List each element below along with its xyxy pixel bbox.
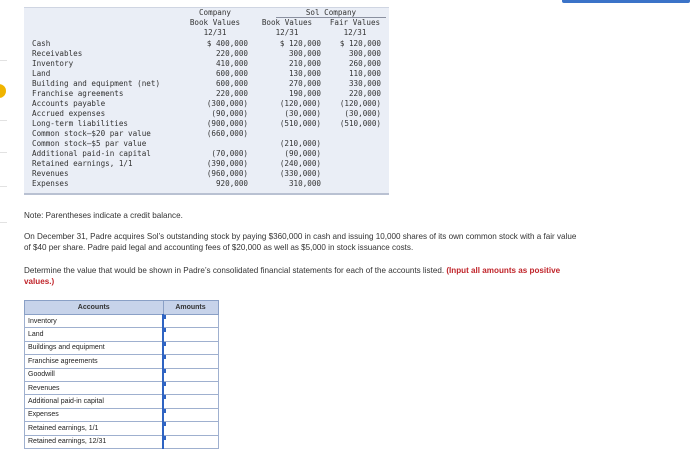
instruction-text: Determine the value that would be shown in Padre’s consolidated financial statements for each of the accounts listed. (Input all amounts as positive values.) <box>24 266 561 286</box>
account-label: Building and equipment (net) <box>32 79 161 88</box>
account-name: Retained earnings, 1/1 <box>25 422 164 435</box>
account-name: Expenses <box>25 408 164 421</box>
answer-row <box>25 381 219 394</box>
account-label: Common stock—$5 par value <box>32 139 147 148</box>
answer-table <box>24 300 219 449</box>
financial-row <box>24 139 389 149</box>
gutter-divider <box>0 186 7 187</box>
sol-fair-header: Fair Values 12/31 <box>329 18 381 37</box>
sol-book-value: (120,000) <box>279 99 321 108</box>
amount-input[interactable] <box>163 368 218 381</box>
sol-book-value: 270,000 <box>288 79 321 88</box>
company-value: (70,000) <box>211 149 248 158</box>
answer-row <box>25 395 219 408</box>
account-label: Retained earnings, 1/1 <box>32 159 133 168</box>
financial-row <box>24 149 389 159</box>
sol-book-value: 190,000 <box>288 89 321 98</box>
account-name: Goodwill <box>25 368 164 381</box>
company-value: 600,000 <box>215 79 248 88</box>
amount-input[interactable] <box>163 422 218 435</box>
account-label: Franchise agreements <box>32 89 124 98</box>
account-label: Receivables <box>32 49 83 58</box>
sol-book-value: (30,000) <box>284 109 321 118</box>
problem-text: On December 31, Padre acquires Sol’s outstanding stock by paying $360,000 in cash and issuing 10,000 shares of its own common stock with a fair value of $40 per share. Padre paid legal and accounting fees of $20,000 as well as $5,000 in stock issuance costs. <box>24 232 577 252</box>
company-column-header: Company Book Values 12/31 <box>189 8 241 37</box>
account-name: Land <box>25 328 164 341</box>
answer-row <box>25 368 219 381</box>
company-value: 220,000 <box>215 49 248 58</box>
account-name: Revenues <box>25 381 164 394</box>
financial-row <box>24 119 389 129</box>
company-value: 600,000 <box>215 69 248 78</box>
sol-fair-value: $ 120,000 <box>339 39 381 48</box>
amount-input[interactable] <box>163 435 218 448</box>
sol-book-value: $ 120,000 <box>279 39 321 48</box>
credit-note: Note: Parentheses indicate a credit balance. <box>24 211 183 220</box>
amount-input[interactable] <box>163 381 218 394</box>
sol-fair-value: 260,000 <box>348 59 381 68</box>
top-action-button[interactable] <box>562 0 690 3</box>
account-label: Long-term liabilities <box>32 119 129 128</box>
answer-row <box>25 435 219 448</box>
company-value: (300,000) <box>206 99 248 108</box>
financial-row <box>24 159 389 169</box>
answer-row <box>25 328 219 341</box>
account-label: Expenses <box>32 179 69 188</box>
account-name: Franchise agreements <box>25 355 164 368</box>
account-label: Accounts payable <box>32 99 106 108</box>
answer-row <box>25 408 219 421</box>
company-value: 920,000 <box>215 179 248 188</box>
financial-row <box>24 169 389 179</box>
account-label: Inventory <box>32 59 74 68</box>
gutter-divider <box>0 222 7 223</box>
account-label: Cash <box>32 39 51 48</box>
account-name: Buildings and equipment <box>25 341 164 354</box>
account-label: Land <box>32 69 51 78</box>
sol-fair-value: 330,000 <box>348 79 381 88</box>
sol-book-value: 310,000 <box>288 179 321 188</box>
sol-book-value: 210,000 <box>288 59 321 68</box>
company-value: (900,000) <box>206 119 248 128</box>
financial-row <box>24 99 389 109</box>
amount-input[interactable] <box>163 315 218 328</box>
account-label: Additional paid-in capital <box>32 149 151 158</box>
account-label: Accrued expenses <box>32 109 106 118</box>
answer-row <box>25 422 219 435</box>
answer-row <box>25 341 219 354</box>
account-name: Additional paid-in capital <box>25 395 164 408</box>
financial-row <box>24 39 389 49</box>
company-value: $ 400,000 <box>206 39 248 48</box>
sol-book-value: 300,000 <box>288 49 321 58</box>
amount-input[interactable] <box>163 328 218 341</box>
financial-row <box>24 179 389 189</box>
financial-row <box>24 89 389 99</box>
company-value: 220,000 <box>215 89 248 98</box>
gutter-divider <box>0 152 7 153</box>
sol-fair-value: (510,000) <box>339 119 381 128</box>
financial-row <box>24 129 389 139</box>
sol-book-header: Book Values 12/31 <box>261 18 313 37</box>
accounts-column-header: Accounts <box>25 301 164 315</box>
company-value: (90,000) <box>211 109 248 118</box>
financial-data-table <box>24 7 389 195</box>
instruction-emphasis: (Input all amounts as positive values.) <box>24 266 561 286</box>
sol-company-header: Sol Company <box>305 8 357 17</box>
answer-row <box>25 315 219 328</box>
company-value: (390,000) <box>206 159 248 168</box>
sol-fair-value: 220,000 <box>348 89 381 98</box>
financial-row <box>24 49 389 59</box>
sol-book-value: (330,000) <box>279 169 321 178</box>
account-name: Retained earnings, 12/31 <box>25 435 164 448</box>
amount-input[interactable] <box>163 341 218 354</box>
sol-book-value: (210,000) <box>279 139 321 148</box>
company-value: (960,000) <box>206 169 248 178</box>
amount-input[interactable] <box>163 355 218 368</box>
amount-input[interactable] <box>163 408 218 421</box>
sol-fair-value: 110,000 <box>348 69 381 78</box>
amount-input[interactable] <box>163 395 218 408</box>
financial-row <box>24 109 389 119</box>
question-marker <box>0 84 6 98</box>
account-label: Revenues <box>32 169 69 178</box>
sol-book-value: 130,000 <box>288 69 321 78</box>
financial-row <box>24 79 389 89</box>
company-value: 410,000 <box>215 59 248 68</box>
sol-book-value: (90,000) <box>284 149 321 158</box>
sol-book-value: (240,000) <box>279 159 321 168</box>
account-label: Common stock—$20 par value <box>32 129 151 138</box>
sol-fair-value: (120,000) <box>339 99 381 108</box>
gutter-divider <box>0 120 7 121</box>
sol-book-value: (510,000) <box>279 119 321 128</box>
sol-fair-value: 300,000 <box>348 49 381 58</box>
financial-row <box>24 69 389 79</box>
sol-fair-value: (30,000) <box>344 109 381 118</box>
answer-row <box>25 355 219 368</box>
company-value: (660,000) <box>206 129 248 138</box>
gutter-divider <box>0 60 7 61</box>
account-name: Inventory <box>25 315 164 328</box>
amounts-column-header: Amounts <box>163 301 218 315</box>
financial-row <box>24 59 389 69</box>
